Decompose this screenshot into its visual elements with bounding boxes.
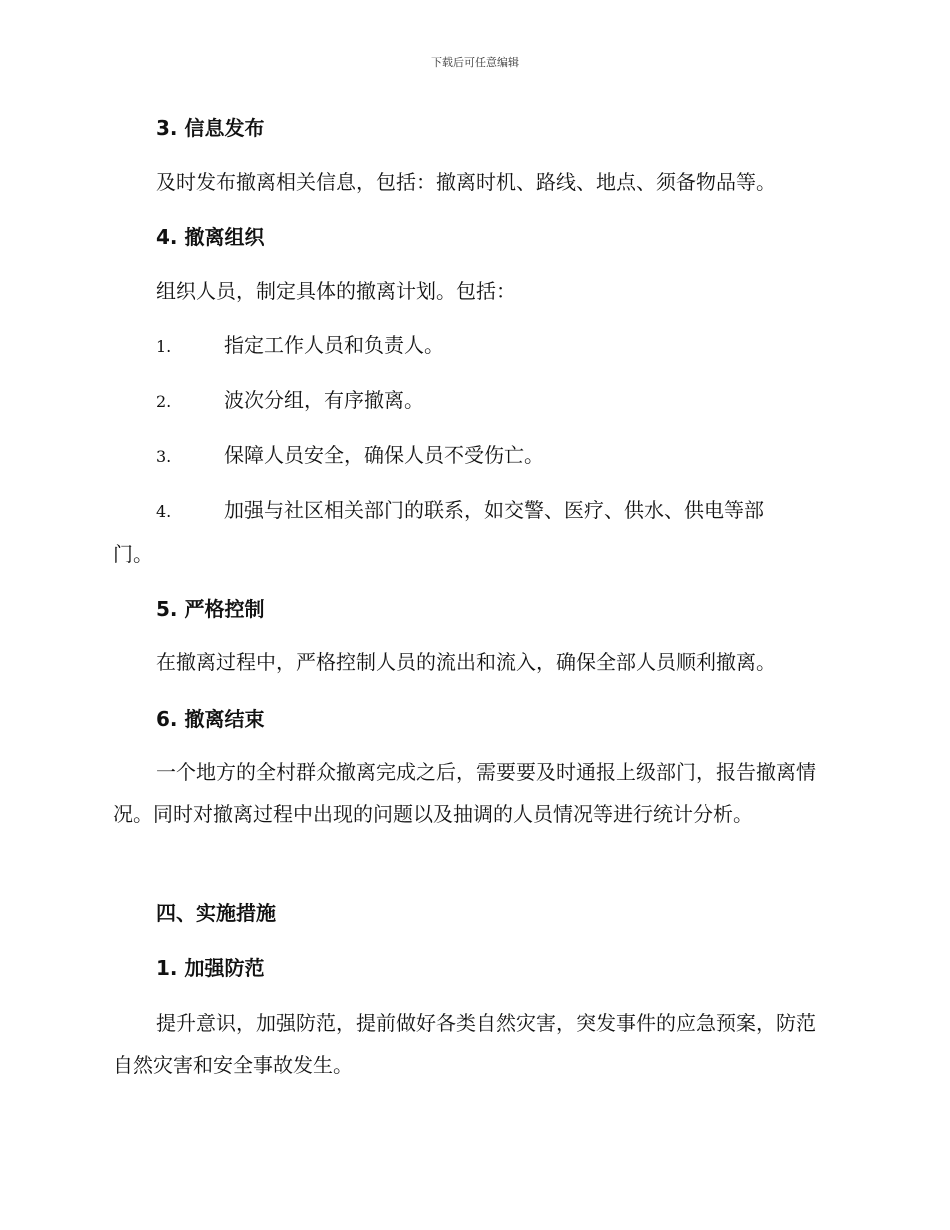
section-3-body: 及时发布撤离相关信息，包括：撤离时机、路线、地点、须备物品等。	[156, 170, 776, 194]
section-5-body: 在撤离过程中，严格控制人员的流出和流入，确保全部人员顺利撤离。	[156, 650, 776, 674]
measure-1-body: 提升意识，加强防范，提前做好各类自然灾害，突发事件的应急预案，防范自然灾害和安全事故发生。	[113, 1011, 816, 1077]
list-item-number: 1.	[156, 337, 172, 356]
page-header: 下载后可任意编辑	[431, 56, 519, 69]
list-item-number: 4.	[156, 502, 172, 521]
section-4-intro: 组织人员，制定具体的撤离计划。包括：	[156, 279, 516, 303]
list-item	[113, 489, 833, 533]
section-5-title: 5. 严格控制	[156, 597, 265, 621]
list-item	[113, 379, 833, 423]
measure-1-title: 1. 加强防范	[156, 956, 265, 980]
list-item-number: 2.	[156, 392, 172, 411]
section-4-title: 4. 撤离组织	[156, 225, 265, 249]
list-item-text: 加强与社区相关部门的联系，如交警、医疗、供水、供电等部	[224, 498, 764, 522]
section-6-body: 一个地方的全村群众撤离完成之后，需要要及时通报上级部门，报告撤离情况。同时对撤离过程中出现的问题以及抽调的人员情况等进行统计分析。	[113, 760, 816, 826]
part-4-title: 四、实施措施	[156, 901, 276, 925]
list-item	[113, 434, 833, 478]
list-item-text: 保障人员安全，确保人员不受伤亡。	[224, 443, 544, 467]
list-item-text: 指定工作人员和负责人。	[224, 333, 444, 357]
section-3-title: 3. 信息发布	[156, 116, 265, 140]
section-6-title: 6. 撤离结束	[156, 707, 265, 731]
list-item-text: 波次分组，有序撤离。	[224, 388, 424, 412]
list-item	[113, 324, 833, 368]
list-item-number: 3.	[156, 447, 172, 466]
list-item-continuation: 门。	[113, 542, 153, 566]
